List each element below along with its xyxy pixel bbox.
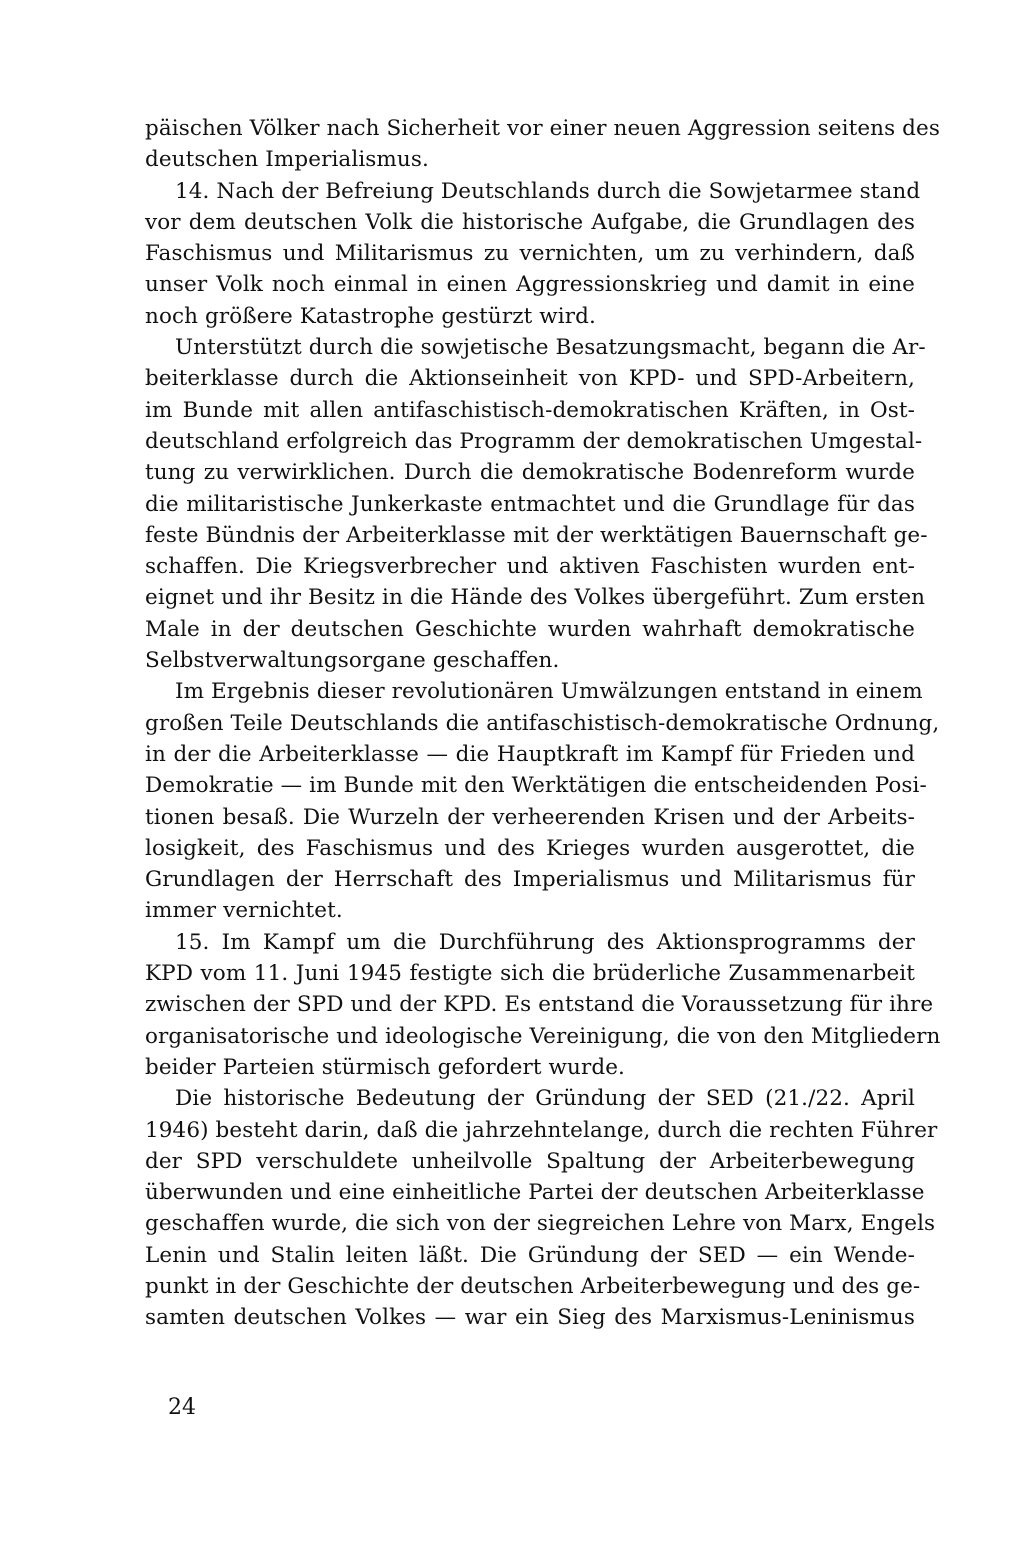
text-line: Selbstverwaltungsorgane geschaffen. [145, 648, 560, 674]
text-line: 14. Nach der Befreiung Deutschlands durch die Sowjetarmee stand [175, 178, 921, 204]
text-line: 1946) besteht darin, daß die jahrzehntelange, durch die rechten Führer [145, 1117, 938, 1143]
text-line: samten deutschen Volkes — war ein Sieg des Marxismus-Leninismus [145, 1305, 915, 1331]
text-line: deutschland erfolgreich das Programm der demokratischen Umgestal- [145, 428, 923, 454]
text-line: KPD vom 11. Juni 1945 festigte sich die brüderliche Zusammenarbeit [145, 961, 915, 987]
text-line: eignet und ihr Besitz in die Hände des Volkes übergeführt. Zum ersten [145, 585, 926, 611]
text-line: zwischen der SPD und der KPD. Es entstand die Voraussetzung für ihre [145, 992, 934, 1018]
text-line: unser Volk noch einmal in einen Aggressionskrieg und damit in eine [145, 272, 915, 298]
text-line: die militaristische Junkerkaste entmachtet und die Grundlage für das [145, 491, 915, 517]
text-line: immer vernichtet. [145, 898, 343, 924]
text-line: im Bunde mit allen antifaschistisch-demokratischen Kräften, in Ost- [145, 397, 915, 423]
text-line: geschaffen wurde, die sich von der siegreichen Lehre von Marx, Engels [145, 1211, 936, 1237]
text-line: Grundlagen der Herrschaft des Imperialismus und Militarismus für [145, 867, 915, 893]
text-line: überwunden und eine einheitliche Partei der deutschen Arbeiterklasse [145, 1180, 925, 1206]
text-line: beiterklasse durch die Aktionseinheit von KPD- und SPD-Arbeitern, [145, 366, 915, 392]
text-line: Demokratie — im Bunde mit den Werktätigen die entscheidenden Posi- [145, 773, 927, 799]
text-line: deutschen Imperialismus. [145, 147, 429, 173]
text-line: 15. Im Kampf um die Durchführung des Aktionsprogramms der [175, 929, 915, 955]
text-line: der SPD verschuldete unheilvolle Spaltung der Arbeiterbewegung [145, 1148, 915, 1174]
text-line: Unterstützt durch die sowjetische Besatzungsmacht, begann die Ar- [175, 335, 926, 361]
text-line: tung zu verwirklichen. Durch die demokratische Bodenreform wurde [145, 460, 915, 486]
text-line: organisatorische und ideologische Vereinigung, die von den Mitgliedern [145, 1023, 941, 1049]
text-line: tionen besaß. Die Wurzeln der verheerenden Krisen und der Arbeits- [145, 804, 915, 830]
text-line: Male in der deutschen Geschichte wurden wahrhaft demokratische [145, 616, 915, 642]
text-line: großen Teile Deutschlands die antifaschistisch-demokratische Ordnung, [145, 710, 940, 736]
text-line: Faschismus und Militarismus zu vernichten, um zu verhindern, daß [145, 241, 915, 267]
text-line: Lenin und Stalin leiten läßt. Die Gründung der SED — ein Wende- [145, 1242, 915, 1268]
text-line: feste Bündnis der Arbeiterklasse mit der werktätigen Bauernschaft ge- [145, 522, 928, 548]
page-number: 24 [168, 1395, 196, 1420]
text-line: punkt in der Geschichte der deutschen Arbeiterbewegung und des ge- [145, 1273, 921, 1299]
text-line: beider Parteien stürmisch gefordert wurde. [145, 1054, 625, 1080]
text-line: Die historische Bedeutung der Gründung der SED (21./22. April [175, 1086, 915, 1112]
text-line: losigkeit, des Faschismus und des Krieges wurden ausgerottet, die [145, 835, 915, 861]
body-text [145, 113, 941, 1334]
text-line: päischen Völker nach Sicherheit vor einer neuen Aggression seitens des [145, 116, 940, 141]
text-line: vor dem deutschen Volk die historische Aufgabe, die Grundlagen des [145, 209, 915, 235]
text-line: Im Ergebnis dieser revolutionären Umwälzungen entstand in einem [175, 679, 923, 705]
text-line: in der die Arbeiterklasse — die Hauptkraft im Kampf für Frieden und [145, 741, 915, 767]
text-line: schaffen. Die Kriegsverbrecher und aktiven Faschisten wurden ent- [145, 554, 915, 580]
text-line: noch größere Katastrophe gestürzt wird. [145, 303, 596, 329]
